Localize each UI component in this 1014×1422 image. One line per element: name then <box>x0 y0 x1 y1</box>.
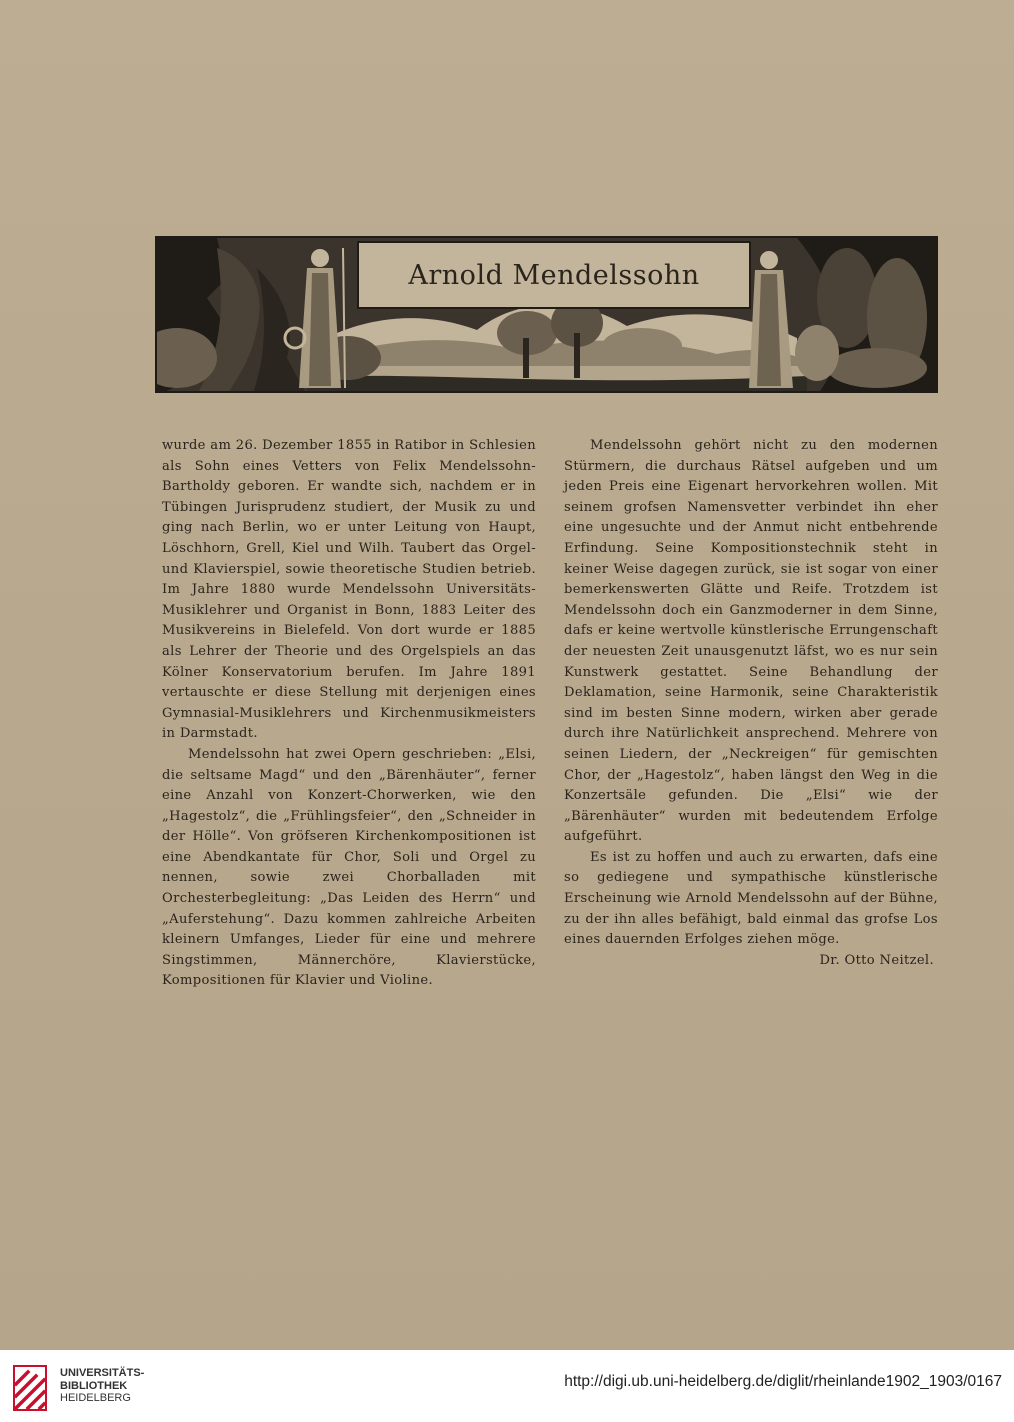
article-title: Arnold Mendelssohn <box>408 259 700 291</box>
library-name <box>60 1367 144 1405</box>
footer-bar <box>0 1350 1014 1422</box>
heidelberg-library-logo-icon <box>10 1360 50 1412</box>
left-column <box>162 436 536 992</box>
header-illustration <box>155 236 938 393</box>
library-line: BIBLIOTHEK <box>60 1379 128 1392</box>
library-line: UNIVERSITÄTS- <box>60 1367 145 1379</box>
paragraph: Mendelssohn hat zwei Opern geschrieben: „Elsi, die seltsame Magd“ und den „Bärenhäuter“, ferner eine Anzahl von Konzert-Chorwerken, wie den „Hagestolz“, die „Frühlingsfeier“, den „Schneider in der Hölle“. Von gröfseren Kirchenkompositionen ist eine Abendkantate für Chor, Soli und Orgel zu nennen, sowie zwei Chorballaden mit Orchesterbegleitung: „Das Leiden des Herrn“ und „Auferstehung“. Dazu kommen zahlreiche Arbeiten kleinern Umfanges, Lieder für eine und mehrere Singstimmen, Männerchöre, Klavierstücke, Kompositionen für Klavier und Violine. <box>162 746 536 989</box>
right-column <box>564 436 938 971</box>
library-line: HEIDELBERG <box>60 1392 131 1404</box>
source-url-link[interactable]: http://digi.ub.uni-heidelberg.de/diglit/rheinlande1902_1903/0167 <box>564 1373 1002 1390</box>
paragraph: Es ist zu hoffen und auch zu erwarten, dafs eine so gediegene und sympathische künstlerische Erscheinung wie Arnold Mendelssohn auf der Bühne, zu der ihn alles befähigt, bald einmal das grofse Los eines dauernden Erfolges ziehen möge. <box>564 849 938 948</box>
author-signature: Dr. Otto Neitzel. <box>819 952 934 968</box>
paragraph: wurde am 26. Dezember 1855 in Ratibor in Schlesien als Sohn eines Vetters von Felix Mendelssohn-Bartholdy geboren. Er wandte sich, nachdem er in Tübingen Jurisprudenz studiert, der Musik zu und ging nach Berlin, wo er unter Leitung von Haupt, Löschhorn, Grell, Kiel und Wilh. Taubert das Orgel- und Klavierspiel, sowie theoretische Studien betrieb. Im Jahre 1880 wurde Mendelssohn Universitäts-Musiklehrer und Organist in Bonn, 1883 Leiter des Musikvereins in Bielefeld. Von dort wurde er 1885 als Lehrer der Theorie und des Orgelspiels an das Kölner Konservatorium berufen. Im Jahre 1891 vertauschte er diese Stellung mit derjenigen eines Gymnasial-Musiklehrers und Kirchenmusikmeisters in Darmstadt. <box>162 438 536 742</box>
title-plate <box>357 241 751 309</box>
paragraph: Mendelssohn gehört nicht zu den modernen Stürmern, die durchaus Rätsel aufgeben und um jeden Preis eine Eigenart hervorkehren wollen. Mit seinem grofsen Namensvetter verbindet ihn eher eine ungesuchte und der Anmut nicht entbehrende Erfindung. Seine Kompositionstechnik steht in keiner Weise dagegen zurück, sie ist sogar von einer bemerkenswerten Glätte und Reife. Trotzdem ist Mendelssohn doch ein Ganzmoderner in dem Sinne, dafs er keine wertvolle künstlerische Errungenschaft der neuesten Zeit unausgenutzt läfst, wo es nur sein Kunstwerk gestattet. Seine Behandlung der Deklamation, seine Harmonik, seine Charakteristik sind im besten Sinne modern, wirken aber gerade durch ihre Natürlichkeit ansprechend. Mehrere von seinen Liedern, der „Neckreigen“ für gemischten Chor, der „Hagestolz“, haben längst den Weg in die Konzertsäle gefunden. Die „Elsi“ wie der „Bärenhäuter“ wurden mit bedeutendem Erfolge aufgeführt. <box>564 438 938 845</box>
